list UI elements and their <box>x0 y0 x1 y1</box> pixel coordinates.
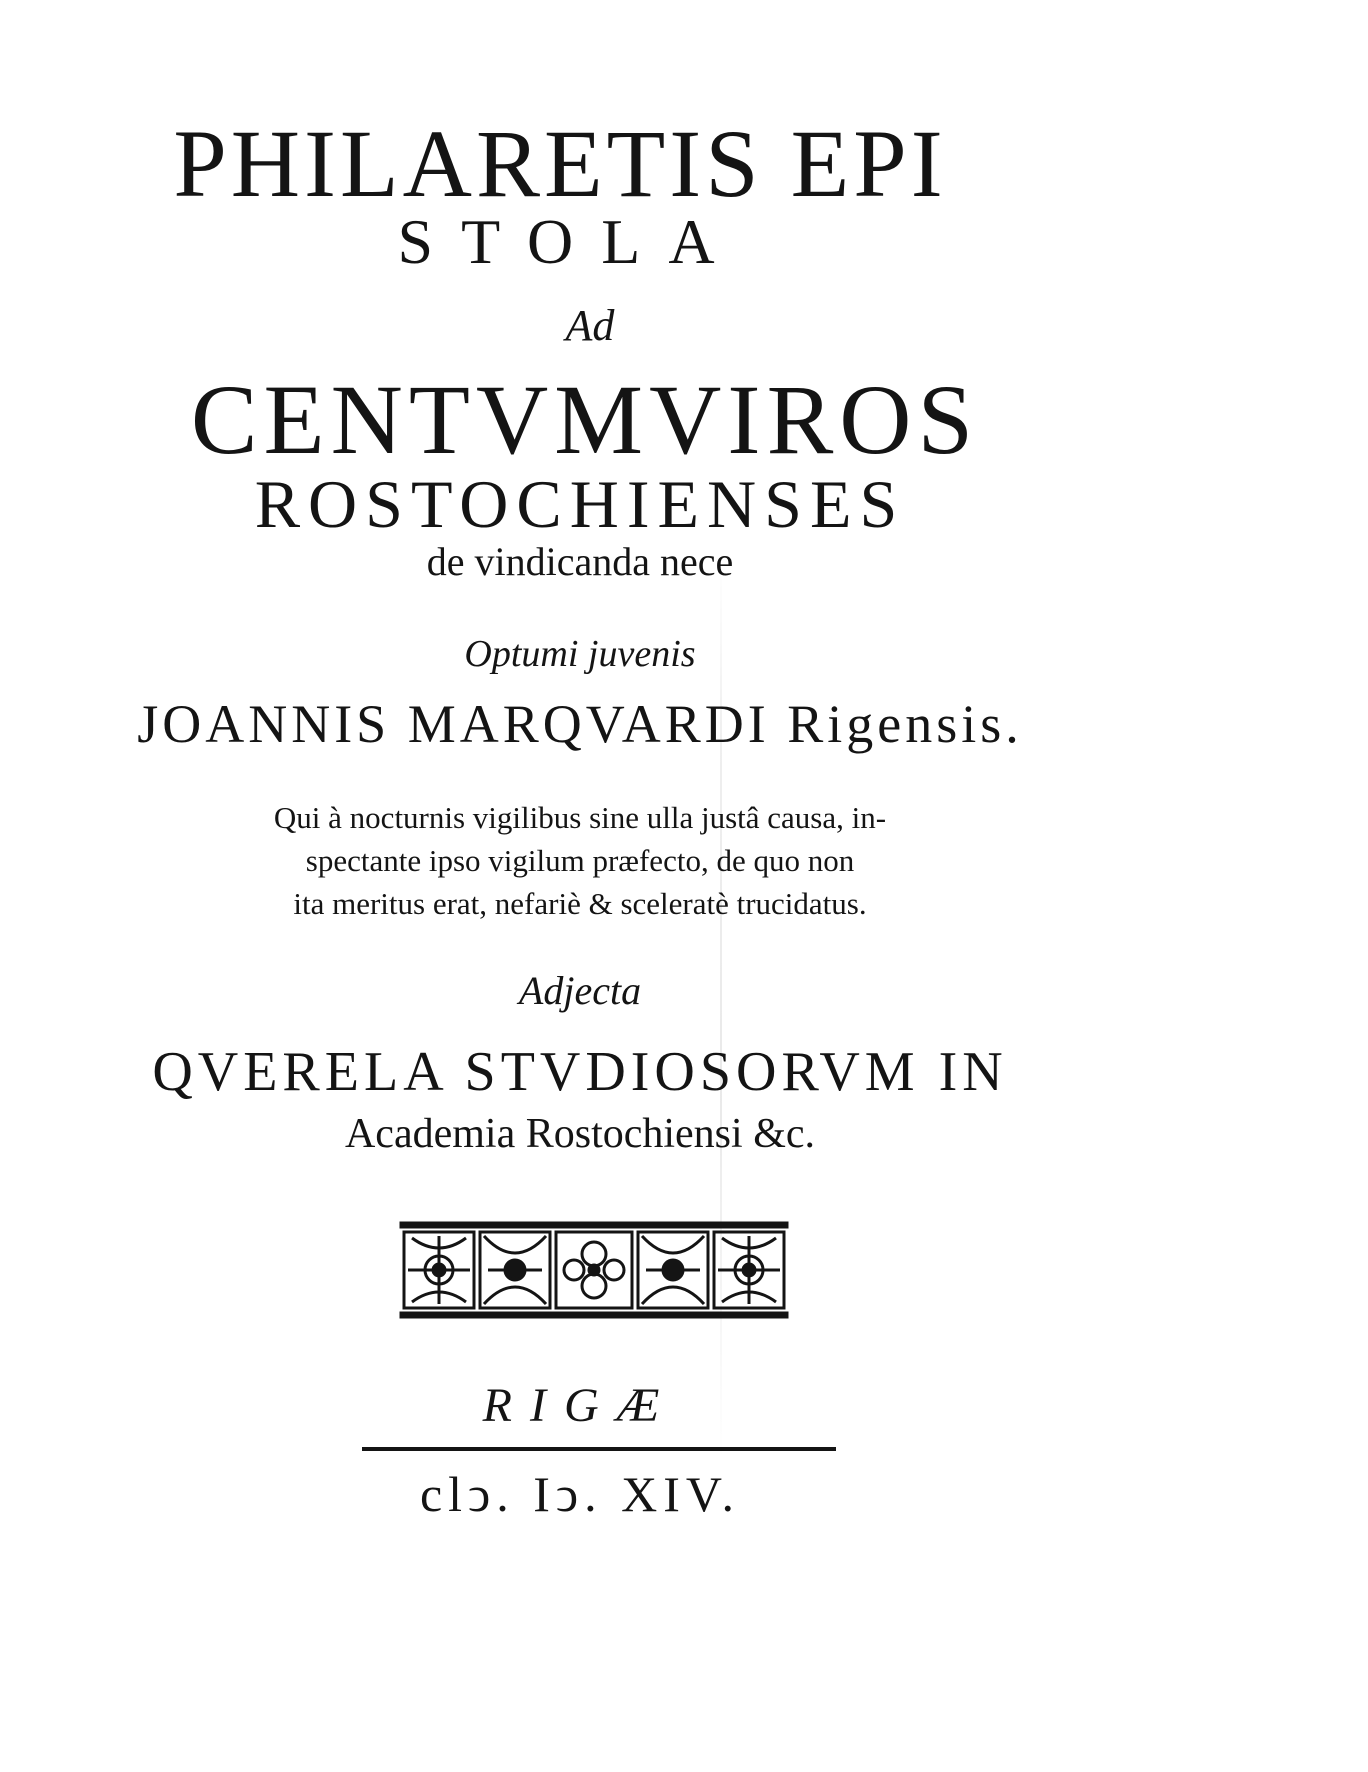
title-line-6: de vindicanda nece <box>426 539 734 584</box>
printers-flower-ornament-icon <box>398 1218 790 1322</box>
ornament-block-center <box>556 1232 632 1308</box>
title-line-4: CENTVMVIROS <box>190 364 980 475</box>
title-line-5: ROSTOCHIENSES <box>254 466 906 542</box>
description-line-2: spectante ipso vigilum præfecto, de quo non <box>305 843 855 878</box>
title-line-2: STOLA <box>397 206 743 277</box>
description-line-1: Qui à nocturnis vigilibus sine ulla justâ causa, in- <box>273 800 887 835</box>
title-line-1: PHILARETIS EPI <box>173 110 947 217</box>
title-line-7: Optumi juvenis <box>464 633 696 675</box>
description-line-3: ita meritus erat, nefariè & sceleratè trucidatus. <box>293 886 867 921</box>
imprint-rule <box>362 1447 836 1451</box>
imprint-place: RIGÆ <box>482 1379 678 1432</box>
ornament-block-2 <box>480 1232 550 1308</box>
ornament-block-4 <box>638 1232 708 1308</box>
title-line-3: Ad <box>565 301 615 350</box>
imprint-date: clↄ. Iↄ. XIV. <box>419 1466 741 1522</box>
academia-line: Academia Rostochiensi &c. <box>344 1111 816 1157</box>
title-line-8: JOANNIS MARQVARDI Rigensis. <box>137 694 1023 754</box>
ornament-block-left <box>404 1232 474 1308</box>
adjecta-line: Adjecta <box>518 968 642 1013</box>
ornament-block-right <box>714 1232 784 1308</box>
querela-line: QVERELA STVDIOSORVM IN <box>152 1041 1008 1103</box>
